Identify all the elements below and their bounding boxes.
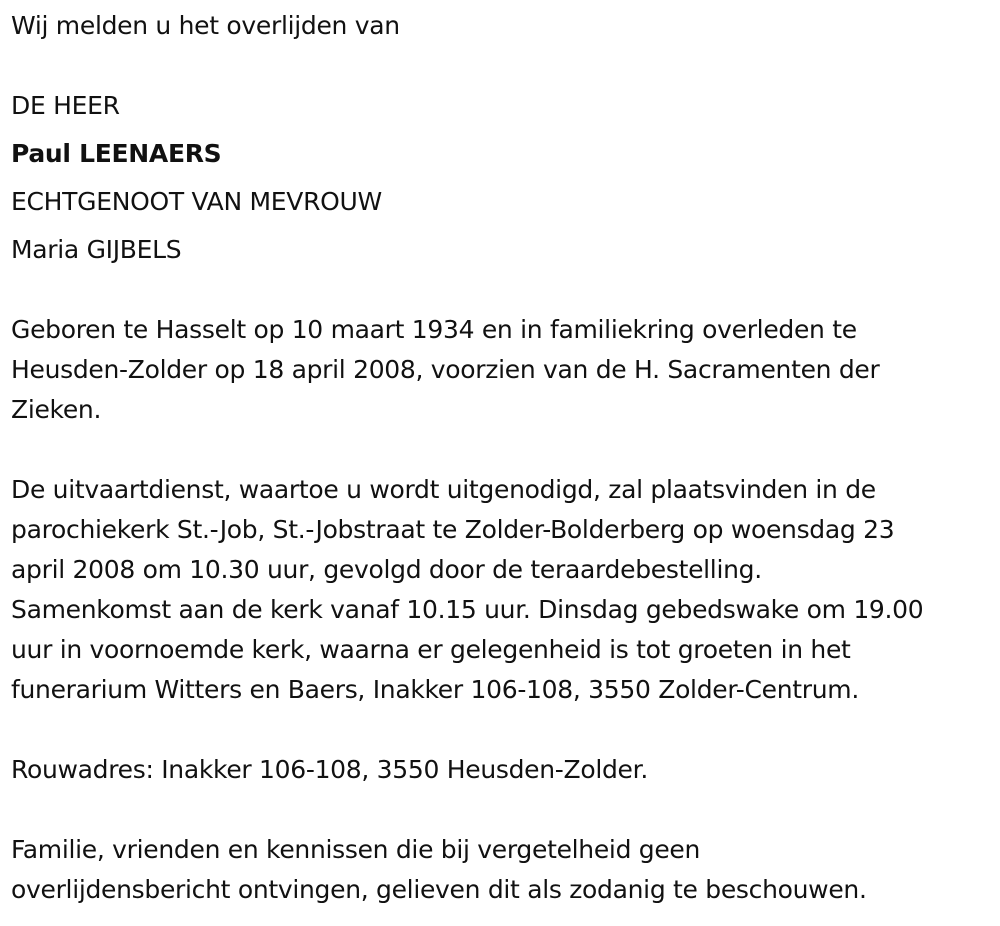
intro-text: Wij melden u het overlijden van: [11, 11, 400, 40]
spouse-name: Maria GIJBELS: [11, 235, 182, 264]
honorific: DE HEER: [11, 91, 120, 120]
birth-line: Heusden-Zolder op 18 april 2008, voorzien van de H. Sacramenten der: [11, 355, 880, 384]
mourning-address: Rouwadres: Inakker 106-108, 3550 Heusden-Zolder.: [11, 755, 648, 784]
service-line: funerarium Witters en Baers, Inakker 106-108, 3550 Zolder-Centrum.: [11, 675, 859, 704]
service-line: parochiekerk St.-Job, St.-Jobstraat te Zolder-Bolderberg op woensdag 23: [11, 515, 895, 544]
service-line: De uitvaartdienst, waartoe u wordt uitgenodigd, zal plaatsvinden in de: [11, 475, 876, 504]
birth-line: Geboren te Hasselt op 10 maart 1934 en in familiekring overleden te: [11, 315, 857, 344]
service-line: april 2008 om 10.30 uur, gevolgd door de teraardebestelling.: [11, 555, 762, 584]
closing-line: Familie, vrienden en kennissen die bij vergetelheid geen: [11, 835, 701, 864]
deceased-name: Paul LEENAERS: [11, 139, 222, 168]
spouse-label: ECHTGENOOT VAN MEVROUW: [11, 187, 382, 216]
service-line: uur in voornoemde kerk, waarna er gelegenheid is tot groeten in het: [11, 635, 851, 664]
service-line: Samenkomst aan de kerk vanaf 10.15 uur. Dinsdag gebedswake om 19.00: [11, 595, 924, 624]
birth-line: Zieken.: [11, 395, 102, 424]
closing-line: overlijdensbericht ontvingen, gelieven dit als zodanig te beschouwen.: [11, 875, 867, 904]
